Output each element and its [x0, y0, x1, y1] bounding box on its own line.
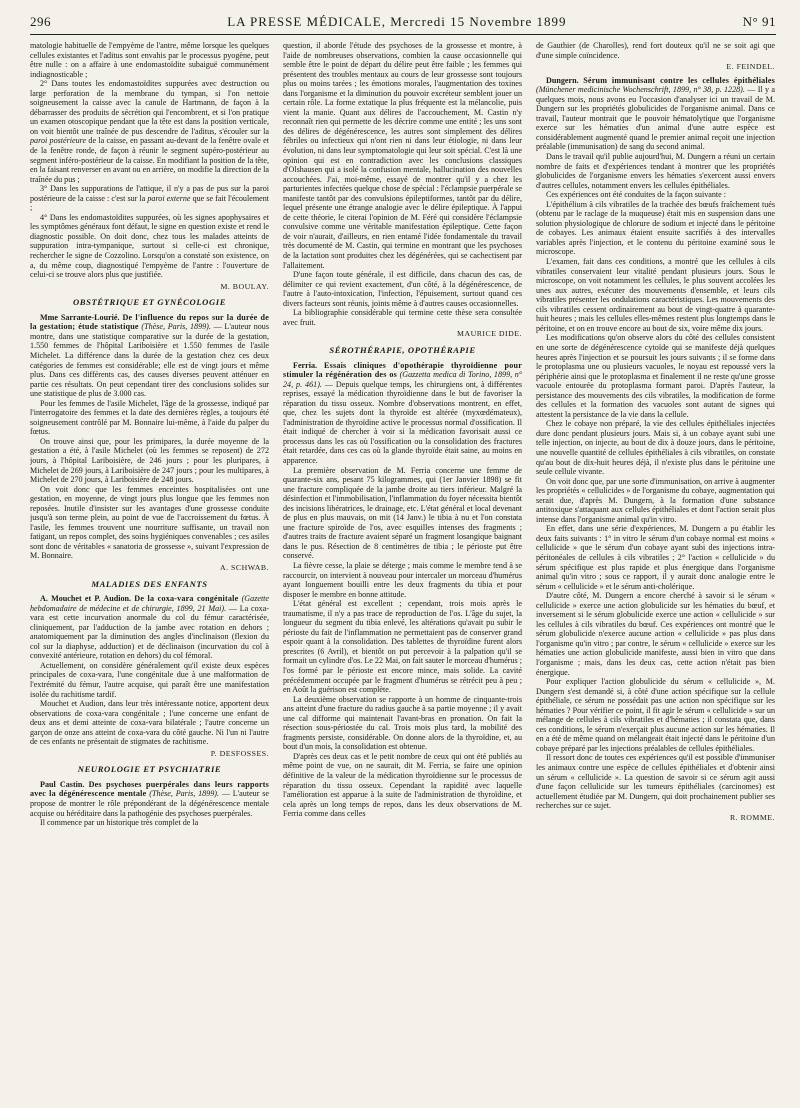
column-3: [536, 41, 775, 1091]
column-1: [30, 41, 269, 1091]
paragraph: de Gauthier (de Charolles), rend fort douteux qu'il ne se soit agi que d'une simple coïncidence.: [536, 41, 775, 60]
paragraph: Il ressort donc de toutes ces expériences qu'il est possible d'immuniser les animaux contre une espèce de cellules épithéliales et d'obtenir ainsi un sérum « cellulicide ». La question de savoir si ce sérum agit aussi d'une façon cellulicide sur les tumeurs épithéliales (carcinomes) est actuellement étudiée par M. Dungern, qui doit prochainement publier ses recherches sur ce sujet.: [536, 753, 775, 811]
entry-reference: (Thèse, Paris, 1899).: [149, 789, 219, 799]
review-entry: Dungern. Sérum immunisant contre les cellules épithéliales (Münchener medicinische Wochenschrift, 1899, n° 38, p. 1228). — Il y a quelques mois, nous avons eu l'occasion d'analyser ici un travail de M. Dungern sur les propriétés globulicides de l'organisme animal. Dans ce travail, l'auteur montrait que le pouvoir hématolytique que l'organisme exerce sur les hématies d'un animal d'une autre espèce est considérablement augmenté quand le premier animal reçoit une injection préalable (immunisation) de sang du second animal.: [536, 75, 775, 152]
column-2: [283, 41, 522, 1091]
paragraph: On voit donc que les femmes enceintes hospitalisées ont une gestation, en moyenne, de vingt jours plus longue que les femmes non reposées. Inutile d'insister sur les avantages d'une grossesse conduite jusqu'à son terme plein, au point de vue de l'accroissement du fœtus. À l'asile, les femmes trouvent une nourriture suffisante, un travail non fatigant, un repos complet, des soins hygiéniques convenables ; ces asiles sont donc de véritables « sanatoria de grossesse », suivant l'expression de M. Bonnaire.: [30, 484, 269, 561]
author-signature: MAURICE DIDE.: [457, 329, 522, 339]
paragraph: L'état général est excellent ; cependant, trois mois après le traumatisme, il n'y a pas trace de reproduction de l'os. L'âge du sujet, la longueur du segment du tibia enlevé, les altérations qu'avait pu subir le périoste du fait de l'inflammation ne permettaient pas de conserver grand espoir quant à la consolidation. Des tablettes de thyroïdine furent alors prescrites (6 Avril), et bientôt on put percevoir à la palpation qu'il se formait un cylindre d'os. Le 22 Mai, on fait sauter le morceau d'humérus ; l'os formé par le périoste est encore mince, mais solide. La cavité précédemment occupée par le fragment d'humérus se rétrécit peu à peu ; en Août la guérison est complète.: [283, 599, 522, 695]
paragraph: L'épithélium à cils vibratiles de la trachée des bœufs fraîchement tués (obtenu par le raclage de la muqueuse) était mis en suspension dans une solution physiologique de chlorure de sodium et injecté dans le péritoine de cobayes. Les animaux étaient ensuite sacrifiés à des intervalles variables après l'injection, et le contenu du péritoine examiné sous le microscope.: [536, 199, 775, 257]
author-signature: E. FEINDEL.: [726, 62, 775, 72]
author-signature: P. DESFOSSES.: [210, 748, 269, 758]
journal-page: [30, 14, 776, 1096]
entry-title: De l'influence du repos sur la durée de la gestation; étude statistique: [30, 312, 269, 332]
paragraph: 2° Dans toutes les endomastoïdites suppurées avec destruction ou large perforation de la membrane du tympan, si l'on nettoie soigneusement la caisse avec la canule de Hartmann, de façon à la débarrasser des produits de sécrétion qui l'encombrent, et si l'on pratique un examen otoscopique pendant que la tête est dans la position verticale, on voit bientôt une traînée de pus descendre de l'aditus, s'écouler sur la paroi postérieure de la caisse, en passant au-devant de la fenêtre ovale et de la fenêtre ronde, de façon à réunir le segment supéro-postérieur au segment inféro-postérieur de la caisse. En modifiant la position de la tête, en la faisant renverser en avant ou en arrière, on modifie la direction de la traînée du pus ;: [30, 79, 269, 184]
paragraph: D'une façon toute générale, il est difficile, dans chacun des cas, de délimiter ce qui revient exactement, d'un côté, à la dégénérescence, de l'autre à l'auto-intoxication, l'infection, l'épuisement, surtout quand ces divers facteurs sont réunis, joints même à d'autres causes occasionnelles.: [283, 270, 522, 308]
section-heading: OBSTÉTRIQUE ET GYNÉCOLOGIE: [72, 297, 227, 308]
author-signature: A. SCHWAB.: [220, 562, 269, 572]
entry-author: Dungern.: [546, 75, 579, 85]
entry-reference: (Gazzetta medica di Torino, 1899, n° 24, p. 461).: [283, 370, 522, 389]
review-entry: Ferria. Essais cliniques d'opothérapie thyroïdienne pour stimuler la régénération des os (Gazzetta medica di Torino, 1899, n° 24, p. 461). — Depuis quelque temps, les chirurgiens ont, à différentes reprises, essayé la médication thyroïdienne dans le but de favoriser la réparation du tissu osseux. Nombre d'observations montrent, en effet, que, chez les sujets dont la thyroïde est altérée (myxœdémateux), l'administration de thyroïdine active le processus normal d'ossification. Il était indiqué de chercher à voir si la médication favorisait aussi ce processus dans les cas où l'ossification ou la consolidation des fractures était retardée, dans ces cas où la glande thyroïde était saine, au moins en apparence.: [283, 360, 522, 465]
section-heading: MALADIES DES ENFANTS: [91, 578, 208, 589]
journal-title: LA PRESSE MÉDICALE, Mercredi 15 Novembre 1899: [227, 14, 567, 29]
paragraph: La deuxième observation se rapporte à un homme de cinquante-trois ans atteint d'une fracture du radius gauche à sa partie moyenne ; il y avait une cal difforme qui maintenait l'avant-bras en pronation. On fait la résection sous-périostée du cal. Trois mois plus tard, la mobilité des fragments persiste, considérable. On donne alors de la thyroïdine, et, au bout d'un mois, la consolidation est obtenue.: [283, 694, 522, 752]
review-entry: A. Mouchet et P. Audion. De la coxa-vara congénitale (Gazette hebdomadaire de médecine et de chirurgie, 1899, 21 Mai). — La coxa-vara est cette incurvation anormale du col du fémur caractérisée, cliniquement, par l'adduction de la jambe avec rotation en dehors ; anatomiquement par la diminution des angles d'inclinaison (flexion du col sur la diaphyse, adduction) et de déclinaison (incurvation du col à convexité antérieure, rotation en dehors) du col fémoral.: [30, 594, 269, 661]
paragraph: En effet, dans une série d'expériences, M. Dungern a pu établir les deux faits suivants : 1° in vitro le sérum d'un cobaye normal est moins « cellulicide » que le sérum d'un cobaye ayant subi des injections intra-péritonéales de cellules à cils vibratiles ; 2° l'action « cellulicide » du sérum spécifique est plus rapide et plus énergique dans l'organisme animal qu'in vitro ; sous ce rapport, il y aurait donc analogie entre le sérum « cellulicide » et le sérum anti-cholérique.: [536, 524, 775, 591]
entry-author: Paul Castin.: [40, 779, 85, 789]
entry-title: Sérum immunisant contre les cellules épithéliales: [583, 75, 775, 85]
entry-title: Des psychoses puerpérales dans leurs rapports avec la dégénérescence mentale: [30, 779, 269, 799]
entry-reference: (Gazette hebdomadaire de médecine et de chirurgie, 1899, 21 Mai).: [30, 594, 269, 613]
paragraph: 3° Dans les suppurations de l'attique, il n'y a pas de pus sur la paroi postérieure de la caisse : c'est sur la paroi externe que se fait l'écoulement ;: [30, 184, 269, 213]
paragraph: On trouve ainsi que, pour les primipares, la durée moyenne de la gestation a été, à l'asile Michelet (où les femmes se reposent) de 272 jours, à l'hôpital Lariboisière, de 246 jours ; pour les pluripares, à Michelet de 269 jours, à Lariboisière de 247 jours ; pour les multipares, à Michelet de 270 jours, à Lariboisière de 248 jours.: [30, 436, 269, 485]
paragraph: matologie habituelle de l'empyème de l'antre, même lorsque les quelques cellules existantes et l'aditus sont envahis par le processus pyogène, peut être nulle : on a affaire à une endomastoïdite subaiguë communément indiagnosticable ;: [30, 41, 269, 79]
paragraph: Actuellement, on considère généralement qu'il existe deux espèces principales de coxa-vara, l'une congénitale due à une malformation de l'extrémité du fémur, l'autre acquise, qui paraît être une manifestation isolée du rachitisme tardif.: [30, 660, 269, 699]
paragraph: D'après ces deux cas et le petit nombre de ceux qui ont été publiés au même point de vue, on ne saurait, dit M. Ferria, se faire une opinion définitive de la valeur de la médication thyroïdienne sur le processus de réparation du tissu osseux. Cependant la rapidité avec laquelle l'amélioration est apparue à la suite de l'administration de thyroïdine, et cela après un long temps de repos, dans les deux observations de M. Ferria comme dans celles: [283, 751, 522, 819]
paragraph: La bibliographie considérable qui termine cette thèse sera consultée avec fruit.: [283, 308, 522, 327]
paragraph: Ces expériences ont été conduites de la façon suivante :: [546, 190, 727, 200]
paragraph: Mouchet et Audion, dans leur très intéressante notice, apportent deux observations de coxa-vara congénitale ; l'une concerne une enfant de deux ans et demi atteinte de coxa-vara bilatérale ; l'autre concerne un garçon de onze ans atteint de coxa-vara du côté gauche. Ni l'un ni l'autre de ces enfants ne présentait de stigmates de rachitisme.: [30, 699, 269, 747]
entry-author: Mme Sarrante-Lourié.: [40, 312, 120, 322]
author-signature: R. ROMME.: [729, 812, 775, 822]
entry-reference: (Münchener medicinische Wochenschrift, 1899, n° 38, p. 1228).: [536, 85, 745, 95]
entry-title: De la coxa-vara congénitale: [134, 594, 239, 604]
paragraph: Il commence par un historique très complet de la: [40, 818, 199, 828]
paragraph: La première observation de M. Ferria concerne une femme de quarante-six ans, pesant 75 kilogrammes, qui (1er Janvier 1898) se fit une fracture compliquée de la jambe droite au tiers inférieur. Malgré la désinfection et l'immobilisation, l'inflammation du foyer nécessita bientôt des incisions libératrices, le drainage, etc. L'état général et local devenant de plus en plus mauvais, on mit (14 Janv.) le tibia à nu et l'on constata une fracture spiroïde de l'os, avec esquilles intenses des fragments ; d'autres traits de fracture avaient séparé un fragment losangique baignant dans le pus. Résection de 8 centimètres de tibia ; le périoste put être conservé.: [283, 465, 522, 561]
text-columns: [30, 41, 776, 1091]
page-number: 296: [30, 14, 51, 29]
entry-title: Essais cliniques d'opothérapie thyroïdienne pour stimuler la régénération des os: [283, 360, 522, 380]
paragraph: 4° Dans les endomastoïdites suppurées, où les signes apophysaires et les symptômes généraux font défaut, le signe en question existe et rend le diagnostic possible. On doit donc, chez tous les malades atteints de suppuration intra-tympanique, surtout si celle-ci est chronique, rechercher le signe de Cozzolino. Lorsqu'on a constaté son existence, on a, du même coup, diagnostiqué l'empyème de l'antre : l'ouverture de celui-ci se trouve alors plus que justifiée.: [30, 212, 269, 280]
entry-reference: (Thèse, Paris, 1899).: [141, 322, 211, 332]
paragraph: La fièvre cesse, la plaie se déterge ; mais comme le membre tend à se raccourcir, on intervient à nouveau pour intercaler un morceau d'humérus ayant longuement bouilli entre les deux fragments du tibia et pour disposer le membre en bonne attitude.: [283, 560, 522, 599]
paragraph: D'autre côté, M. Dungern a encore cherché à savoir si le sérum « cellulicide » exerce une action globulicide sur les hématies du bœuf, et inversement si le sérum globulicide exerce une action « cellulicide » sur les cellules à cils vibratiles du bœuf. Ces expériences ont montré que le sérum globulicide n'exerce aucune action « cellulicide » pas plus dans l'organisme qu'in vitro ; par contre, le sérum « cellulicide » exerce sur les hématies une action globulicide manifeste, aussi bien in vitro que dans l'organisme ; mais, dans les deux cas, cette action n'était pas bien énergique.: [536, 591, 775, 677]
entry-author: A. Mouchet et P. Audion.: [40, 594, 132, 604]
paragraph: Chez le cobaye non préparé, la vie des cellules épithéliales injectées dure donc pendant plusieurs jours. Mais si, à un cobaye ayant subi une telle injection, on injecte, au bout de dix à douze jours, dans le péritoine, une nouvelle quantité de cellules épithéliales à cils vibratiles, on constate qu'au bout de dix-huit heures déjà, il n'existe plus dans le péritoine une seule cellule vivante.: [536, 419, 775, 477]
paragraph: Les modifications qu'on observe alors du côté des cellules consistent en une sorte de dégénérescence cytoïde qui se manifeste déjà quelques heures après l'injection et se poursuit les jours suivants ; il se forme dans le protoplasma une ou plusieurs vacuoles, le noyau est repoussé vers la périphérie ainsi que le protoplasma et finalement il ne reste qu'une grosse vacuole entourée du protoplasma formant paroi. D'après l'auteur, la persistance des mouvements des cils vibratiles, la modification de forme des cellules et la formation des vacuoles sont autant de signes qui attestent la persistance de la vie dans la cellule.: [536, 333, 775, 419]
issue-number: N° 91: [742, 14, 776, 29]
paragraph: L'examen, fait dans ces conditions, a montré que les cellules à cils vibratiles conservaient leur vitalité pendant plusieurs jours. Sous le microscope, on voit notamment les cellules, le plus souvent accolées les unes aux autres, exécuter des mouvements d'ensemble, et leurs cils vibratiles présenter les ondulations caractéristiques. Les mouvements des cils vibratiles cessent ordinairement au bout de vingt-quatre à quarante-huit heures ; mais les cellules elles-mêmes restent plus longtemps dans le péritoine, et on en trouve encore au bout de six, voire même dix jours.: [536, 257, 775, 333]
section-heading: SÉROTHÉRAPIE, OPOTHÉRAPIE: [329, 344, 476, 355]
paragraph: Pour expliquer l'action globulicide du sérum « cellulicide », M. Dungern s'est demandé si, à côté d'une action spécifique sur la cellule épithéliale, ce sérum ne possédait pas une action non spécifique sur les hématies ? Pour vérifier ce point, il fit agir le sérum « cellulicide » sur un mélange de cellules à cils vibratiles et d'hématies ; il constata que, dans ces conditions, le sérum n'exerçait plus aucune action sur les hématies. Il en a été de même quand on mélangeait était injecté dans le péritoine d'un cobaye préparé par les injections préalables de cellules épithéliales.: [536, 677, 775, 753]
author-signature: M. BOULAY.: [220, 281, 269, 291]
paragraph: Pour les femmes de l'asile Michelet, l'âge de la grossesse, indiqué par l'interrogatoire des femmes et la date des dernières règles, a toujours été soigneusement contrôlé par M. Bonnaire lui-même, à l'aide du palper du fœtus.: [30, 398, 269, 437]
paragraph: question, il aborde l'étude des psychoses de la grossesse et montre, à l'aide de nombreuses observations, combien la cause occasionnelle qui semble être le point de départ du délire peut être faible ; les femmes qui présentent des troubles mentaux au cours de leur grossesse sont toujours plus ou moins tarées ; les émotions morales, l'augmentation des toxines dans l'organisme et la diminution du pouvoir excréteur semblent jouer un certain rôle. La forme extatique la plus fréquente est la mélancolie, puis vient la manie. Quant aux délires de l'accouchement, M. Castin n'y reconnaît rien qui permette de les décrire comme une entité ; les uns sont des délires de dégénérescence, les autres sont simplement des délires fébriles ou infectieux qui n'ont rien ni dans leur étiologie, ni dans leur évolution, ni dans leur symptomatologie qui leur soit spécial. C'est là une opinion qui est en contradiction avec les conclusions classiques d'Olshausen qui a isolé la confusion mentale, hallucination des nouvelles accouchées. J'ai, moi-même, essayé de montrer qu'il y a chez les parturientes infectées quelque chose de spécial : l'éclampsie puerpérale se manifeste tantôt par des convulsions épileptiformes, tantôt par du délire, lequel présente une étrange analogie avec le délire épileptique. À l'appui de cette théorie, le citerai l'opinion de M. Féré qui considère l'éclampsie convulsive comme une véritable manifestation épileptique. Cette façon de voir n'aurait, d'ailleurs, en rien entamé l'idée fondamentale du travail très documenté de M. Castin, qui termine en montrant que les psychoses de la lactation sont produites chez les dégénérées, qui se cachectisent par l'allaitement.: [283, 41, 522, 270]
review-entry: Paul Castin. Des psychoses puerpérales dans leurs rapports avec la dégénérescence mentale (Thèse, Paris, 1899). — L'auteur se propose de montrer le rôle prépondérant de la dégénérescence mentale acquise ou héréditaire dans la pathogénie des psychoses puerpérales.: [30, 779, 269, 818]
running-header: [30, 14, 776, 35]
review-entry: Mme Sarrante-Lourié. De l'influence du repos sur la durée de la gestation; étude statistique (Thèse, Paris, 1899). — L'auteur nous montre, dans une statistique comparative sur la durée de la gestation, 1.550 femmes de l'hôpital Lariboisière et 1.550 femmes de l'asile Michelet. La différence dans la durée de la gestation chez ces deux catégories de femmes est considérable; elle est de vingt jours et même plus. Dans ces différents cas, des causes diverses peuvent atténuer en partie ces résultats. On peut cependant tirer des conclusions solides sur une statistique de plus de 3.000 cas.: [30, 312, 269, 399]
entry-author: Ferria.: [293, 360, 318, 370]
section-heading: NEUROLOGIE ET PSYCHIATRIE: [77, 764, 222, 775]
paragraph: Dans le travail qu'il publie aujourd'hui, M. Dungern a réuni un certain nombre de faits et d'expériences tendant à montrer que les propriétés globulicides de l'organisme envers les hématies s'exercent aussi envers d'autres cellules, notamment envers les cellules épithéliales.: [536, 152, 775, 190]
paragraph: On voit donc que, par une sorte d'immunisation, on arrive à augmenter les propriétés « cellulicides » de l'organisme du cobaye, augmentation qui serait due, d'après M. Dungern, à la formation d'une substance antitoxique s'attaquant aux cellules épithéliales et dont l'action serait plus intense dans l'organisme animal qu'in vitro.: [536, 476, 775, 524]
